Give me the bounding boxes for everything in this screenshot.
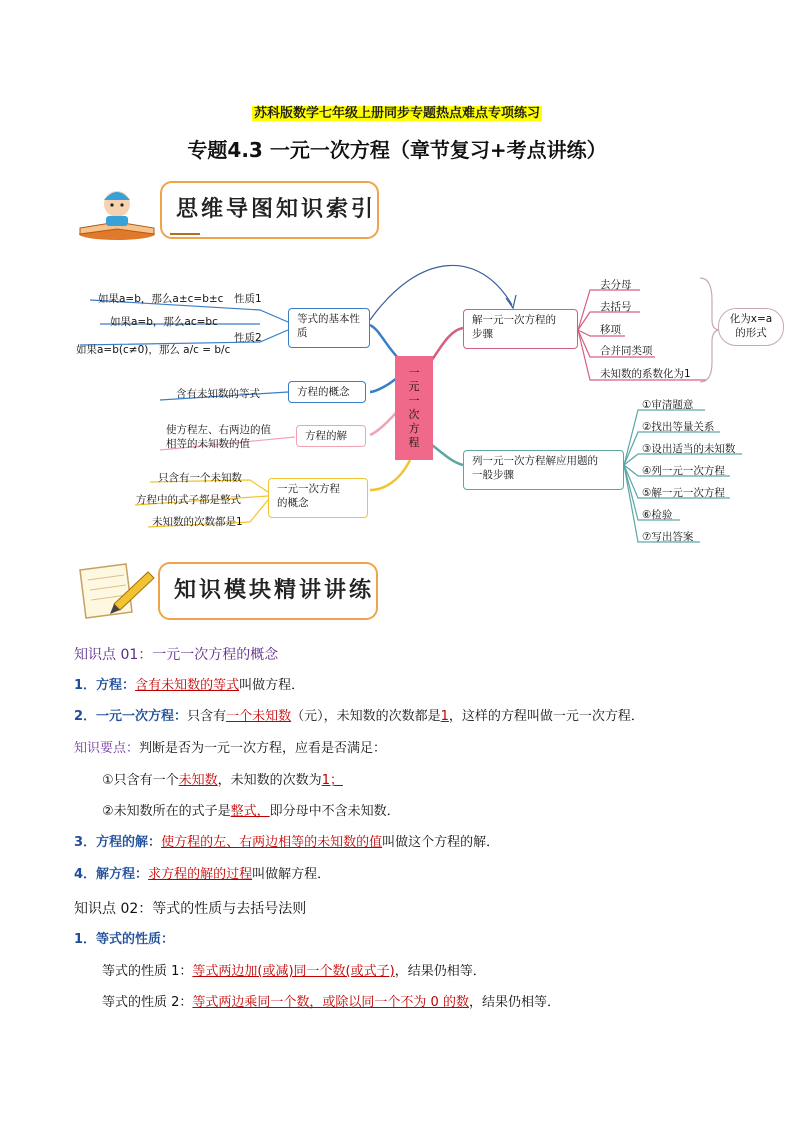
property2-text1: 如果a=b，那么ac=bc bbox=[110, 316, 218, 328]
key-point: 知识要点：判断是否为一元一次方程，应看是否满足： bbox=[74, 741, 387, 756]
equality-property1: 等式的性质 1：等式两边加(或减)同一个数(或式子)，结果仍相等． bbox=[102, 964, 486, 979]
property1-label: 性质1 bbox=[234, 293, 262, 305]
application-label2: 一般步骤 bbox=[472, 469, 514, 481]
solve-result1: 化为x=a bbox=[729, 313, 773, 325]
solve-label2: 步骤 bbox=[472, 328, 493, 340]
solve-step: 合并同类项 bbox=[600, 345, 653, 357]
linear-cond-item: 未知数的次数都是1 bbox=[152, 516, 243, 528]
property2-text2: 如果a=b(c≠0)，那么 a/c = b/c bbox=[76, 344, 231, 356]
item5: 1．等式的性质： bbox=[74, 932, 175, 947]
solution-text2: 相等的未知数的值 bbox=[166, 438, 250, 450]
application-step: ⑦写出答案 bbox=[642, 531, 694, 543]
equality-property2: 等式的性质 2：等式两边乘同一个数，或除以同一个不为 0 的数，结果仍相等． bbox=[102, 995, 560, 1010]
equation-concept-text: 含有未知数的等式 bbox=[176, 388, 260, 400]
solve-result2: 的形式 bbox=[735, 327, 767, 339]
mindmap-center: 一元一次方程 bbox=[395, 356, 433, 460]
application-step: ④列一元一次方程 bbox=[642, 465, 725, 477]
application-step: ②找出等量关系 bbox=[642, 421, 715, 433]
linear-cond-item: 方程中的式子都是整式 bbox=[136, 494, 241, 506]
solve-step: 去分母 bbox=[600, 279, 632, 291]
item1: 1．方程：含有未知数的等式叫做方程． bbox=[74, 678, 305, 693]
condition1: ①只含有一个未知数，未知数的次数为1； bbox=[102, 773, 343, 788]
page-title: 专题4.3 一元一次方程（章节复习+考点讲练） bbox=[187, 138, 607, 162]
solution-text1: 使方程左、右两边的值 bbox=[166, 424, 271, 436]
solve-step: 去括号 bbox=[600, 301, 632, 313]
node-solve-steps bbox=[463, 309, 578, 349]
linear-concept-label2: 的概念 bbox=[277, 497, 309, 509]
condition2: ②未知数所在的式子是整式，即分母中不含未知数． bbox=[102, 804, 400, 819]
linear-concept-label1: 一元一次方程 bbox=[277, 483, 340, 495]
application-step: ⑤解一元一次方程 bbox=[642, 487, 725, 499]
solve-step: 未知数的系数化为1 bbox=[600, 368, 691, 380]
application-step: ①审清题意 bbox=[642, 399, 694, 411]
linear-cond-item: 只含有一个未知数 bbox=[158, 472, 242, 484]
solve-step: 移项 bbox=[600, 324, 621, 336]
notepad-pencil-icon bbox=[74, 560, 156, 622]
node-application-steps bbox=[463, 450, 624, 490]
mindmap-banner: 思维导图知识索引 bbox=[160, 181, 379, 239]
application-step: ③设出适当的未知数 bbox=[642, 443, 736, 455]
node-solve-result bbox=[718, 308, 784, 346]
node-solution: 方程的解 bbox=[296, 425, 366, 447]
node-equation-concept: 方程的概念 bbox=[288, 381, 366, 403]
node-linear-concept bbox=[268, 478, 368, 518]
property2-label: 性质2 bbox=[234, 332, 262, 344]
modules-banner: 知识模块精讲讲练 bbox=[158, 562, 378, 620]
item3: 3．方程的解：使方程的左、右两边相等的未知数的值叫做这个方程的解． bbox=[74, 835, 500, 850]
kp1-title: 知识点 01：一元一次方程的概念 bbox=[74, 647, 279, 663]
property1-text: 如果a=b，那么a±c=b±c bbox=[98, 293, 224, 305]
node-properties: 等式的基本性质 bbox=[288, 308, 370, 348]
series-subtitle: 苏科版数学七年级上册同步专题热点难点专项练习 bbox=[253, 106, 540, 121]
application-step: ⑥检验 bbox=[642, 509, 673, 521]
solve-label1: 解一元一次方程的 bbox=[472, 314, 556, 326]
item2: 2．一元一次方程：只含有一个未知数（元），未知数的次数都是1，这样的方程叫做一元一次方程． bbox=[74, 709, 644, 724]
kp2-title: 知识点 02：等式的性质与去括号法则 bbox=[74, 901, 307, 917]
item4: 4．解方程：求方程的解的过程叫做解方程． bbox=[74, 867, 331, 882]
application-label1: 列一元一次方程解应用题的 bbox=[472, 455, 598, 467]
